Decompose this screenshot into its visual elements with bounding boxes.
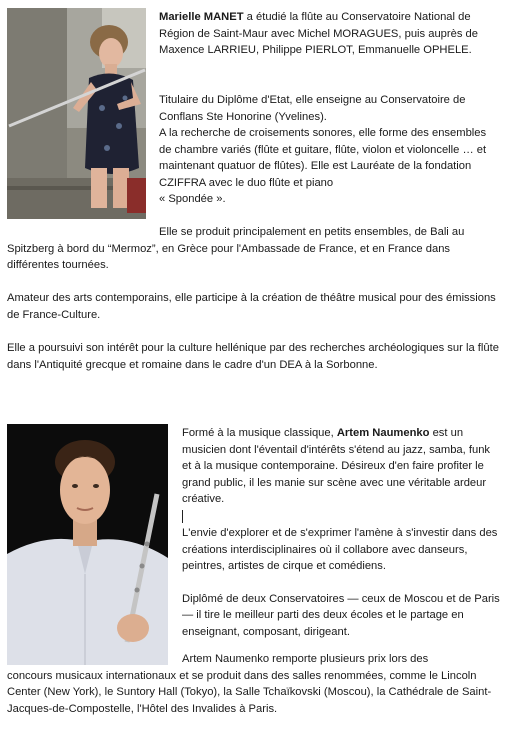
bio-artem-naumenko: [182, 425, 500, 641]
bio-marielle-manet: [159, 9, 499, 59]
paragraph-conservatories: Diplômé de deux Conservatoires — ceux de Moscou et de Paris — il tire le meilleur parti des deux écoles et le partage en enseignant, composant, dirigeant.: [182, 592, 500, 638]
photo-marielle-manet: [7, 8, 146, 219]
text-cursor-line: [182, 508, 500, 525]
paragraph-diploma: Titulaire du Diplôme d'Etat, elle enseigne au Conservatoire de Conflans Ste Honorine (Yvelines).: [159, 94, 466, 123]
paragraph-intro: Formé à la musique classique, Artem Naumenko est un musicien dont l'éventail d'intérêts s'étend au jazz, samba, funk et à la musique contemporaine. Désireux d'en faire profiter le grand public, il les manie sur scène avec une véritable ardeur créative.: [182, 427, 491, 506]
paragraph-contemporary-arts: Amateur des arts contemporains, elle participe à la création de théâtre musical pour des émissions de France-Culture.: [7, 292, 496, 321]
paragraph-intro: Marielle MANET a étudié la flûte au Conservatoire National de Région de Saint-Maur avec Michel MORAGUES, puis auprès de Maxence LARRIEU, Philippe PIERLOT, Emmanuelle OPHELE.: [159, 11, 478, 57]
paragraph-awards: Artem Naumenko remporte plusieurs prix lors des concours musicaux internationaux et se produit dans des salles renommées, comme le Lincoln Center (New York), le Suntory Hall (Tokyo), la Salle Tchaïkovski (Moscou), la Cathédrale de Saint-Jacques-de-Compostelle, l'Hôtel des Invalides à Paris.: [7, 653, 492, 715]
paragraph-ensembles: A la recherche de croisements sonores, elle forme des ensembles de chambre variés (flûte et guitare, flûte, violon et violoncelle … et maintenant quatuor de flûtes). Elle est Lauréate de la fondation CZIFFRA avec le duo flûte et piano « Spondée ».: [159, 127, 487, 206]
paragraph-hellenic-culture: Elle a poursuivi son intérêt pour la culture hellénique par des recherches archéologiques sur la flûte dans l'Antiquité grecque et romaine dans le cadre d'un DEA à la Sorbonne.: [7, 342, 499, 371]
paragraph-concerts: Elle se produit principalement en petits ensembles, de Bali au Spitzberg à bord du “Mermoz”, en Grèce pour l'Ambassade de France, et en France dans différentes tournées.: [7, 226, 465, 272]
text-cursor: [182, 510, 183, 523]
musician-name: Artem Naumenko: [336, 427, 430, 439]
paragraph-interdisciplinary: L'envie d'explorer et de s'exprimer l'amène à s'investir dans des créations interdisciplinaires où il collabore avec danseurs, peintres, artistes de cirque et comédiens.: [182, 526, 498, 573]
musician-name: Marielle MANET: [159, 11, 244, 23]
photo-artem-naumenko: [7, 424, 168, 665]
